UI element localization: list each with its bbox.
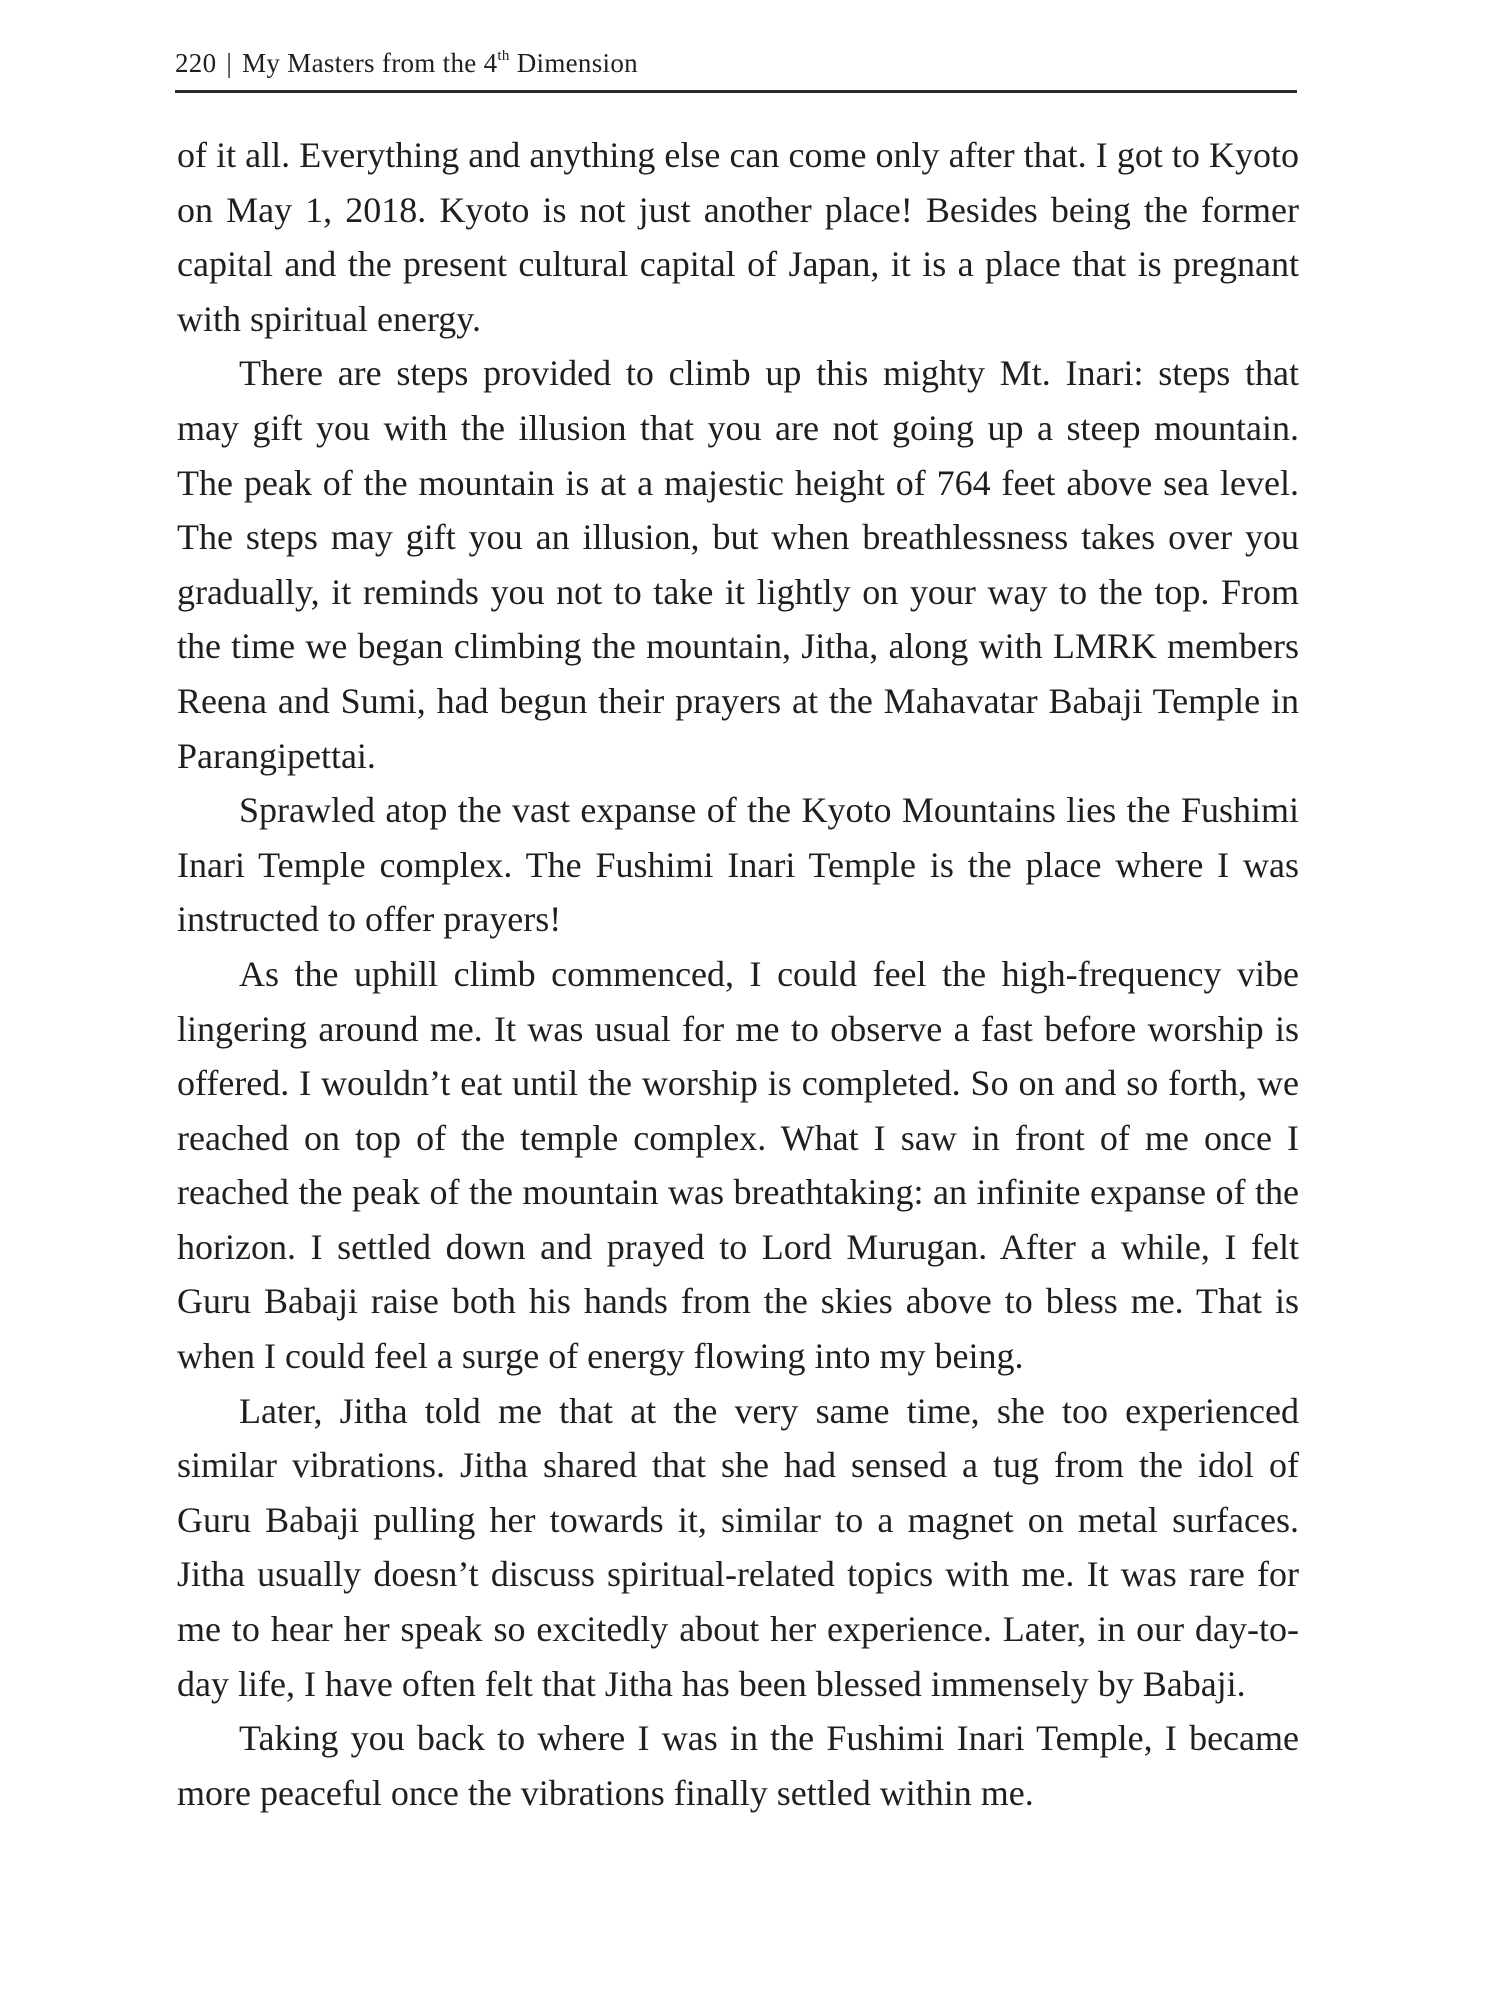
page-number: 220 <box>175 48 217 78</box>
header-separator: | <box>226 48 233 78</box>
book-title <box>242 48 638 78</box>
running-head <box>175 48 1295 92</box>
paragraph: Sprawled atop the vast expanse of the Kyoto Mountains lies the Fushimi Inari Temple complex. The Fushimi Inari Temple is the place where I was instructed to offer prayers! <box>177 790 1299 940</box>
book-title-superscript: th <box>497 48 510 64</box>
book-title-prefix: My Masters from the 4 <box>242 48 498 78</box>
book-title-suffix: Dimension <box>509 48 638 78</box>
paragraph: Taking you back to where I was in the Fushimi Inari Temple, I became more peaceful once the vibrations finally settled within me. <box>177 1718 1299 1813</box>
header-rule <box>175 90 1297 93</box>
paragraph: There are steps provided to climb up this mighty Mt. Inari: steps that may gift you with the illusion that you are not going up a steep mountain. The peak of the mountain is at a majestic height of 764 feet above sea level. The steps may gift you an illusion, but when breathlessness takes over you gradually, it reminds you not to take it lightly on your way to the top. From the time we began climbing the mountain, Jitha, along with LMRK members Reena and Sumi, had begun their prayers at the Mahavatar Babaji Temple in Parangipettai. <box>177 353 1299 776</box>
paragraph: Later, Jitha told me that at the very same time, she too experienced similar vibrations. Jitha shared that she had sensed a tug from the idol of Guru Babaji pulling her towards it, similar to a magnet on metal surfaces. Jitha usually doesn’t discuss spiritual-related topics with me. It was rare for me to hear her speak so excitedly about her experience. Later, in our day-to-day life, I have often felt that Jitha has been blessed immensely by Babaji. <box>177 1390 1299 1704</box>
body-text <box>177 128 1299 1820</box>
paragraph: As the uphill climb commenced, I could feel the high-frequency vibe lingering around me. It was usual for me to observe a fast before worship is offered. I wouldn’t eat until the worship is completed. So on and so forth, we reached on top of the temple complex. What I saw in front of me once I reached the peak of the mountain was breathtaking: an infinite expanse of the horizon. I settled down and prayed to Lord Murugan. After a while, I felt Guru Babaji raise both his hands from the skies above to bless me. That is when I could feel a surge of energy flowing into my being. <box>177 953 1299 1377</box>
paragraph-continued: of it all. Everything and anything else can come only after that. I got to Kyoto on May 1, 2018. Kyoto is not just another place! Besides being the former capital and the present cultural capital of Japan, it is a place that is pregnant with spiritual energy. <box>177 135 1299 339</box>
